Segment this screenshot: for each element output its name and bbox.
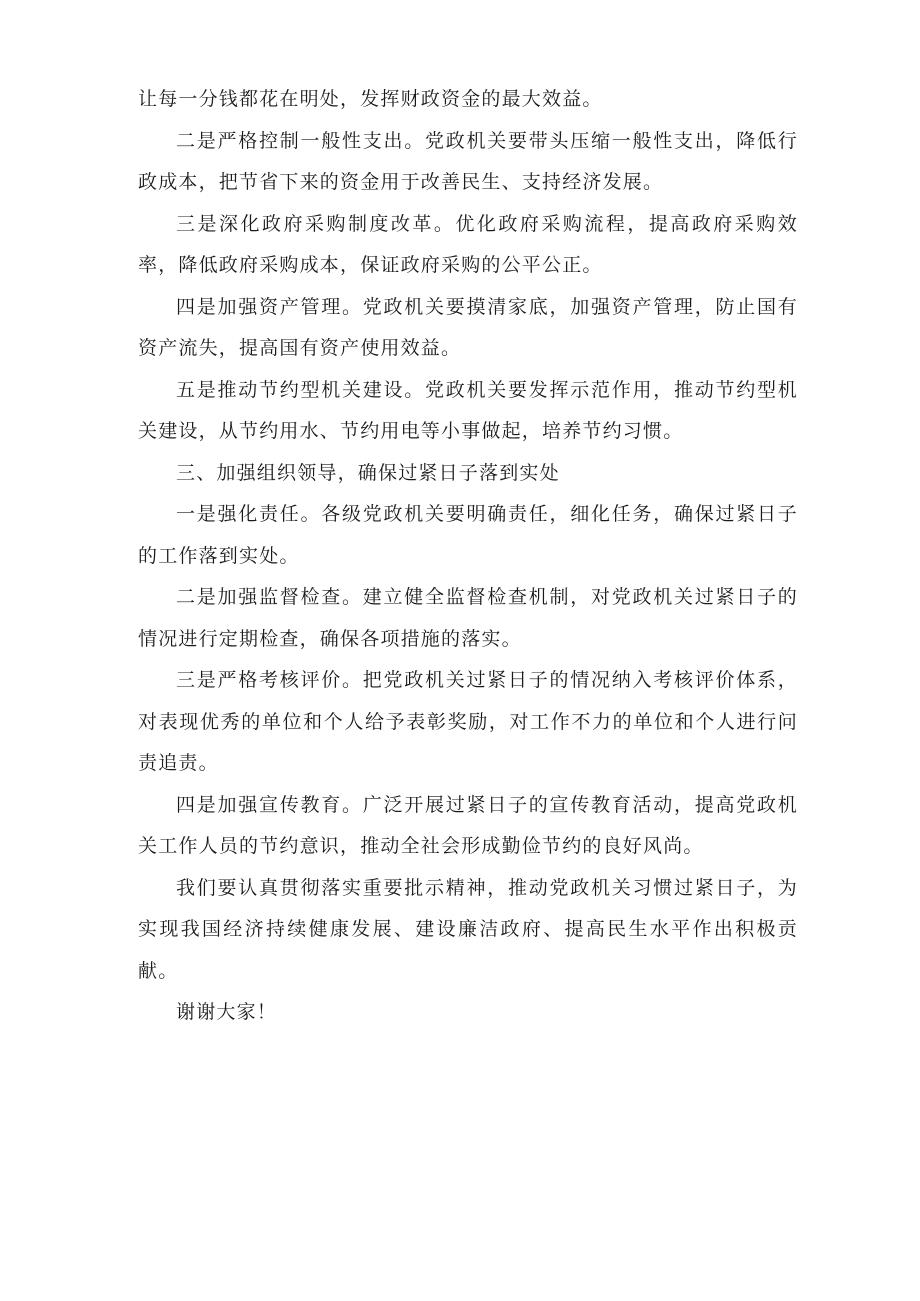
paragraph-procurement-reform: 三是深化政府采购制度改革。优化政府采购流程，提高政府采购效率，降低政府采购成本，保证政府采购的公平公正。 xyxy=(138,212,798,276)
paragraph-continuation: 让每一分钱都花在明处，发挥财政资金的最大效益。 xyxy=(138,88,603,110)
paragraph-conclusion: 我们要认真贯彻落实重要批示精神，推动党政机关习惯过紧日子，为实现我国经济持续健康发展、建设廉洁政府、提高民生水平作出积极贡献。 xyxy=(138,876,798,982)
document-body xyxy=(138,79,798,1034)
paragraph-responsibility: 一是强化责任。各级党政机关要明确责任，细化任务，确保过紧日子的工作落到实处。 xyxy=(138,503,798,567)
paragraph-general-expenditure: 二是严格控制一般性支出。党政机关要带头压缩一般性支出，降低行政成本，把节省下来的资金用于改善民生、支持经济发展。 xyxy=(138,129,798,193)
paragraph-publicity: 四是加强宣传教育。广泛开展过紧日子的宣传教育活动，提高党政机关工作人员的节约意识，推动全社会形成勤俭节约的良好风尚。 xyxy=(138,793,798,857)
section-heading-organization: 三、加强组织领导，确保过紧日子落到实处 xyxy=(176,461,560,484)
paragraph-frugal-agency: 五是推动节约型机关建设。党政机关要发挥示范作用，推动节约型机关建设，从节约用水、节约用电等小事做起，培养节约习惯。 xyxy=(138,378,798,442)
paragraph-supervision: 二是加强监督检查。建立健全监督检查机制，对党政机关过紧日子的情况进行定期检查，确保各项措施的落实。 xyxy=(138,586,798,650)
paragraph-asset-management: 四是加强资产管理。党政机关要摸清家底，加强资产管理，防止国有资产流失，提高国有资产使用效益。 xyxy=(138,295,798,359)
paragraph-assessment: 三是严格考核评价。把党政机关过紧日子的情况纳入考核评价体系，对表现优秀的单位和个人给予表彰奖励，对工作不力的单位和个人进行问责追责。 xyxy=(138,669,798,774)
paragraph-thanks: 谢谢大家！ xyxy=(176,1001,278,1023)
